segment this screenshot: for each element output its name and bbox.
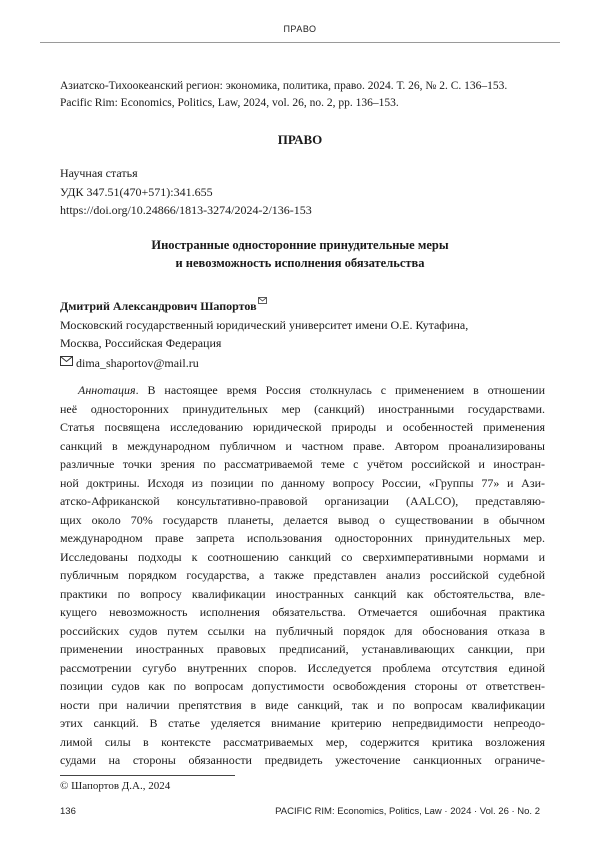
- page-number: 136: [60, 806, 76, 817]
- abstract-line: практики по вопросу квалификации иностранных санкций как обстоятельства, вле-: [60, 586, 545, 601]
- copyright-note: © Шапортов Д.А., 2024: [60, 780, 171, 792]
- article-title-line-1: Иностранные односторонние принудительные меры: [151, 238, 449, 252]
- abstract-line: атско-Африканской консультативно-правовой организации (AALCO), представляю-: [60, 494, 545, 508]
- abstract-line: ности при наличии препятствия в виде санкций, так и по вопросам квалификации: [60, 697, 545, 712]
- envelope-icon: [60, 353, 73, 372]
- affiliation-line-2: Москва, Российская Федерация: [60, 336, 222, 350]
- abstract-line: позиции судов как по вопросам допустимости освобождения стороны от ответствен-: [60, 679, 545, 693]
- abstract-line: этих санкций. В статье уделяется внимание критерию непредвидимости непреодо-: [60, 716, 545, 730]
- abstract-line: применении иностранных правовых предписаний, устанавливающих санкции, при: [60, 642, 545, 656]
- abstract-line: санкций в международном публичном и частном праве. Автором проанализированы: [60, 438, 545, 453]
- header-rule: [40, 42, 560, 43]
- section-title: ПРАВО: [277, 132, 323, 147]
- affiliation-line-1: Московский государственный юридический университет имени О.Е. Кутафина,: [60, 317, 469, 332]
- article-type: Научная статья: [60, 166, 138, 180]
- abstract-line: Аннотация. В настоящее время Россия столкнулась с применением в отношении: [78, 383, 545, 397]
- abstract-label: Аннотация: [78, 383, 136, 397]
- article-title: [0, 236, 600, 272]
- abstract-line: публичным порядком государства, а также представлен анализ российской судебной: [60, 568, 545, 582]
- running-head: ПРАВО: [283, 24, 317, 34]
- abstract-line: Исследованы подходы к соотношению санкций со сверхимперативными нормами и: [60, 549, 545, 564]
- abstract: [60, 381, 545, 770]
- footnote-rule: [60, 775, 235, 776]
- citation-en: Pacific Rim: Economics, Politics, Law, 2024, vol. 26, no. 2, pp. 136–153.: [60, 97, 399, 109]
- abstract-line: кущего невозможность исполнения обязательства. Отмечается ошибочная практика: [60, 605, 545, 619]
- citation-ru: Азиатско-Тихоокеанский регион: экономика, политика, право. 2024. Т. 26, № 2. С. 136–153.: [60, 80, 508, 92]
- citation-block: [60, 78, 560, 112]
- abstract-line: Статья посвящена исследованию юридической природы и особенностей применения: [60, 420, 545, 434]
- abstract-line: ной доктрины. Исходя из позиции по данному вопросу России, «Группы 77» и Ази-: [60, 475, 545, 490]
- abstract-line: российских судов путем ссылки на публичный порядок для обоснования отказа в: [60, 623, 545, 638]
- abstract-line: рассмотрении сугубо внутренних споров. Исследуется проблема отсутствия единой: [60, 660, 545, 675]
- abstract-line: лимой силы в контексте рассматриваемых мер, содержится критика возложения: [60, 734, 545, 749]
- doi-link[interactable]: https://doi.org/10.24866/1813-3274/2024-2/136-153: [60, 203, 312, 217]
- udc-code: УДК 347.51(470+571):341.655: [60, 184, 213, 199]
- envelope-icon: [258, 291, 267, 310]
- abstract-line: различные точки зрения по рассматриваемой теме с учётом российской и иностран-: [60, 457, 545, 471]
- abstract-line: щих около 70% государств планеты, делается вывод о существовании в обычном: [60, 512, 545, 527]
- author-block: [60, 291, 540, 372]
- footer-journal: PACIFIC RIM: Economics, Politics, Law · 2024 · Vol. 26 · No. 2: [275, 806, 540, 817]
- author-email[interactable]: dima_shaportov@mail.ru: [76, 355, 199, 370]
- author-name: Дмитрий Александрович Шапортов: [60, 299, 257, 313]
- article-meta: [60, 164, 540, 220]
- abstract-line: международном праве запрета использования односторонних принудительных мер.: [60, 531, 545, 545]
- article-title-line-2: и невозможность исполнения обязательства: [175, 256, 425, 270]
- abstract-line: неё односторонних принудительных мер (санкций) иностранными государствами.: [60, 401, 545, 416]
- abstract-line: судами на стороны обязанности предвидеть ужесточение санкционных ограниче-: [60, 753, 545, 767]
